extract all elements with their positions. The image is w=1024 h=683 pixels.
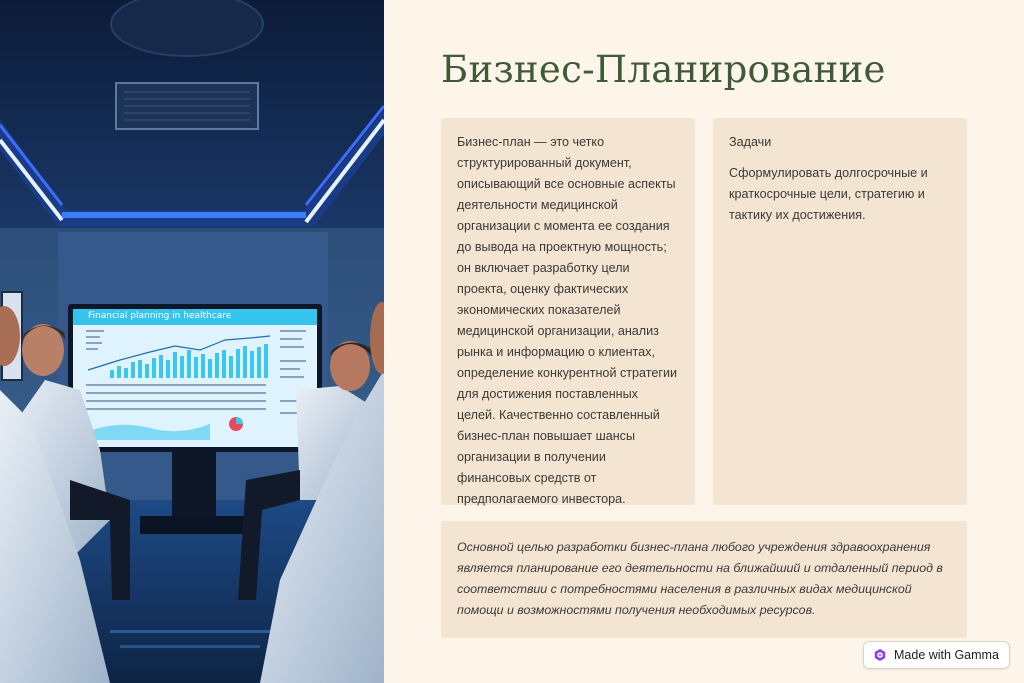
goal-quote-text: Основной целью разработки бизнес-плана любого учреждения здравоохранения является планирование его деятельности на ближайший и отдаленный период в соответствии с потребностями населения в различных видах медицинской помощи и возможностями получения необходимых ресурсов. (457, 540, 943, 617)
slide-title: Бизнес-Планирование (441, 48, 886, 91)
tasks-card (713, 118, 967, 505)
made-with-gamma-label: Made with Gamma (894, 648, 999, 662)
tasks-heading: Задачи (729, 135, 772, 149)
business-plan-card (441, 118, 695, 505)
business-plan-description: Бизнес-план — это четко структурированный документ, описывающий все основные аспекты деятельности медицинской организации с момента ее создания до вывода на проектную мощность; он включает разработку цели проекта, оценку фактических экономических показателей медицинской организации, анализ рынка и информацию о клиентах, определение конкурентной стратегии для достижения поставленных целей. Качественно составленный бизнес-план повышает шансы организации в получении финансовых средств от предполагаемого инвестора. (457, 135, 678, 506)
screen-dashboard-title: Financial planning in healthcare (88, 311, 232, 321)
gamma-logo-icon (873, 648, 887, 662)
hero-photo (0, 0, 384, 683)
tasks-description: Сформулировать долгосрочные и краткосрочные цели, стратегию и тактику их достижения. (729, 166, 928, 222)
made-with-gamma-badge[interactable] (863, 641, 1010, 669)
meeting-room-illustration (0, 0, 384, 683)
goal-quote-card (441, 521, 967, 638)
